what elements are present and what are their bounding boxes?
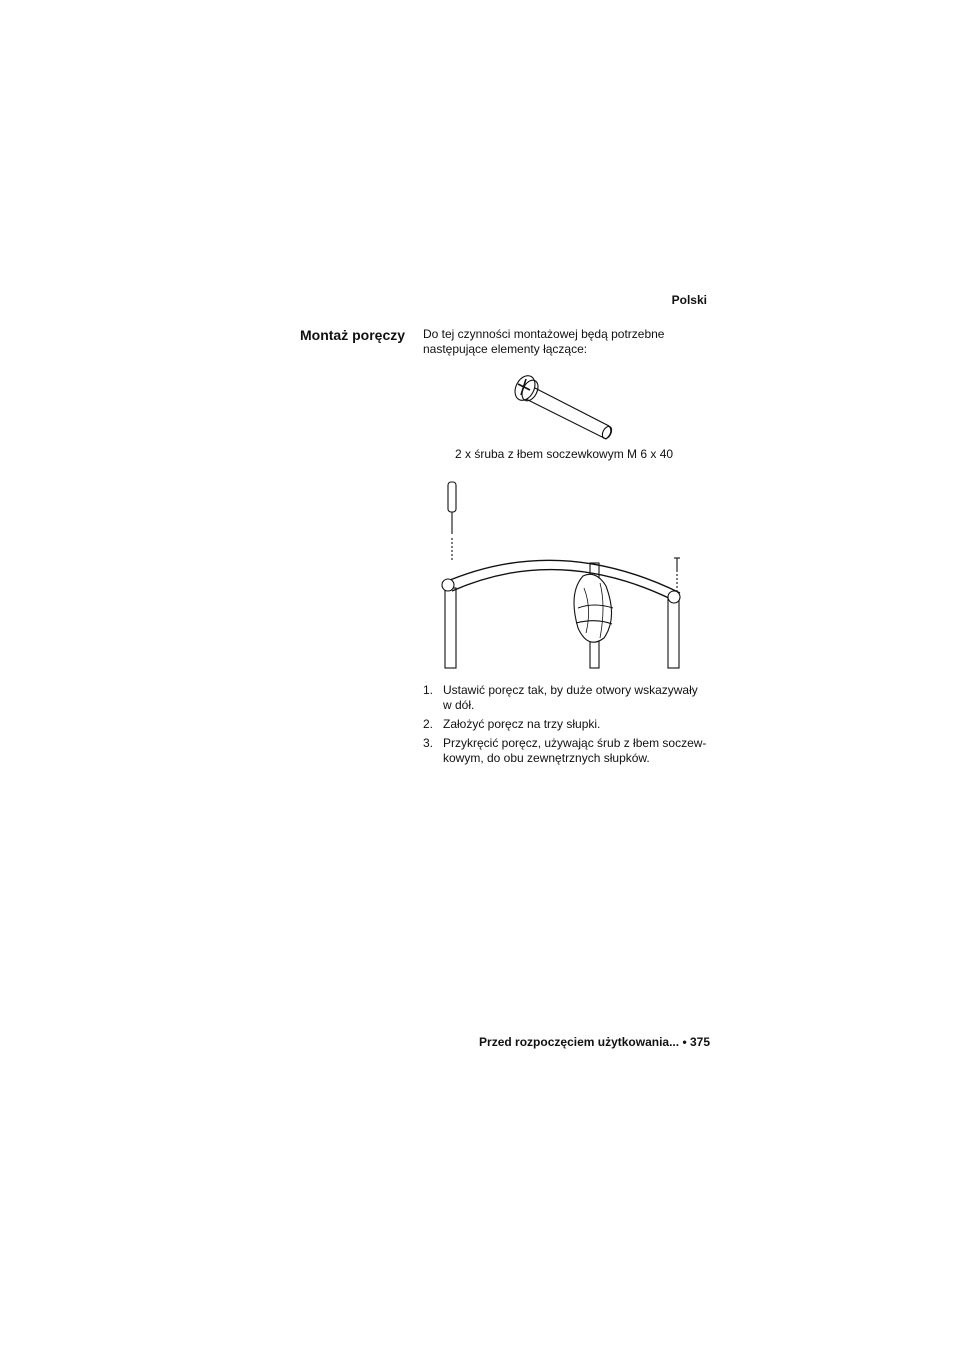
step-number: 1. xyxy=(423,683,434,697)
screw-caption: 2 x śruba z łbem soczewkowym M 6 x 40 xyxy=(455,447,674,461)
step-text: Założyć poręcz na trzy słupki. xyxy=(443,717,601,731)
step-number: 2. xyxy=(423,717,434,731)
screw-icon xyxy=(505,368,620,448)
step-text: Ustawić poręcz tak, by duże otwory wskazywały w dół. xyxy=(443,683,698,712)
step-number: 3. xyxy=(423,736,434,750)
intro-text: Do tej czynności montażowej będą potrzebne następujące elementy łączące: xyxy=(423,327,665,356)
list-item xyxy=(423,736,708,766)
step-text: Przykręcić poręcz, używając śrub z łbem soczew-kowym, do obu zewnętrznych słupków. xyxy=(443,736,707,765)
list-item xyxy=(423,717,708,732)
page-footer: Przed rozpoczęciem użytkowania... • 375 xyxy=(479,1035,710,1049)
list-item xyxy=(423,683,708,713)
railing-assembly-icon xyxy=(428,478,698,673)
section-title: Montaż poręczy xyxy=(300,327,406,343)
language-label: Polski xyxy=(671,293,707,307)
steps-list xyxy=(423,683,708,770)
